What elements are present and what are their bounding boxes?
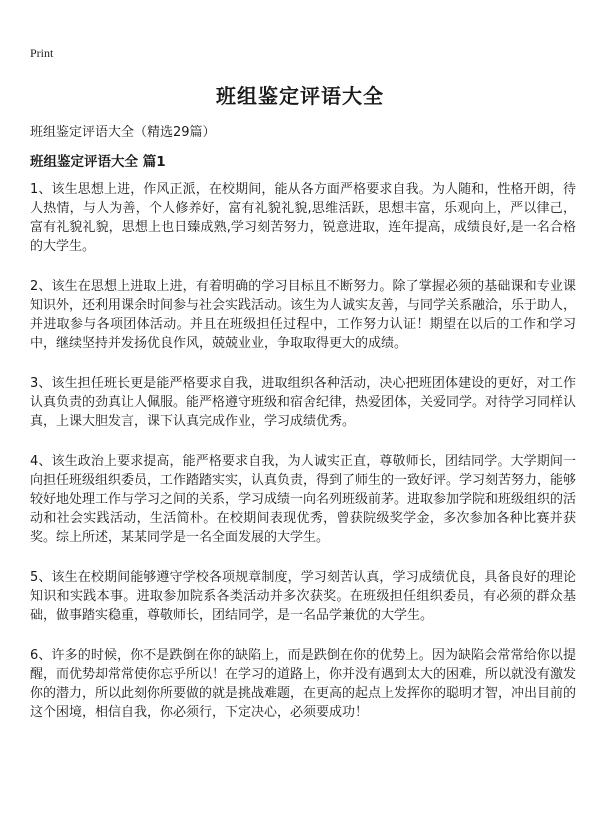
paragraph-2: 2、该生在思想上进取上进，有着明确的学习目标且不断努力。除了掌握必须的基础课和专业课知识外，还利用课余时间参与社会实践活动。该生为人诚实友善，与同学关系融洽，乐于助人，并进取参与各项团体活动。并且在班级担任过程中，工作努力认证！期望在以后的工作和学习中，继续坚持并发扬优良作风，兢兢业业，争取取得更大的成绩。 [30,279,577,351]
paragraph-3: 3、该生担任班长更是能严格要求自我，进取组织各种活动，决心把班团体建设的更好，对工作认真负责的劲真让人佩服。能严格遵守班级和宿舍纪律，热爱团体，关爱同学。对待学习同样认真，上课大胆发言，课下认真完成作业，学习成绩优秀。 [30,376,577,429]
document-subtitle: 班组鉴定评语大全（精选29篇） [30,125,216,140]
print-link[interactable]: Print [30,46,54,60]
paragraph-4: 4、该生政治上要求提高，能严格要求自我，为人诚实正直，尊敬师长，团结同学。大学期间一向担任班级组织委员，工作踏踏实实，认真负责，得到了师生的一致好评。学习刻苦努力，能够较好地处理工作与学习之间的关系，学习成绩一向名列班级前茅。进取参加学院和班级组织的活动和社会实践活动，生活简朴。在校期间表现优秀，曾获院级奖学金，多次参加各种比赛并获奖。综上所述，某某同学是一名全面发展的大学生。 [30,454,577,545]
document-body [30,180,576,743]
section-heading: 班组鉴定评语大全 篇1 [30,154,166,170]
paragraph-6: 6、许多的时候，你不是跌倒在你的缺陷上，而是跌倒在你的优势上。因为缺陷会常常给你以提醒，而优势却常常使你忘乎所以！在学习的道路上，你并没有遇到太大的困难，所以就没有激发你的潜力，所以此刻你所要做的就是挑战难题，在更高的起点上发挥你的聪明才智，冲出目前的这个困境，相信自我，你必须行，下定决心，必须要成功！ [30,648,577,720]
page-title: 班组鉴定评语大全 [216,84,384,108]
paragraph-5: 5、该生在校期间能够遵守学校各项规章制度，学习刻苦认真，学习成绩优良，具备良好的理论知识和实践本事。进取参加院系各类活动并多次获奖。在班级担任组织委员，有必须的群众基础，做事踏实稳重，尊敬师长，团结同学，是一名品学兼优的大学生。 [30,570,576,623]
paragraph-1: 1、该生思想上进，作风正派，在校期间，能从各方面严格要求自我。为人随和，性格开朗，待人热情，与人为善，个人修养好，富有礼貌礼貌,思维活跃，思想丰富，乐观向上，严以律己，富有礼貌礼貌，思想上也日臻成熟,学习刻苦努力，锐意进取，连年提高，成绩良好,是一名合格的大学生。 [30,182,576,254]
